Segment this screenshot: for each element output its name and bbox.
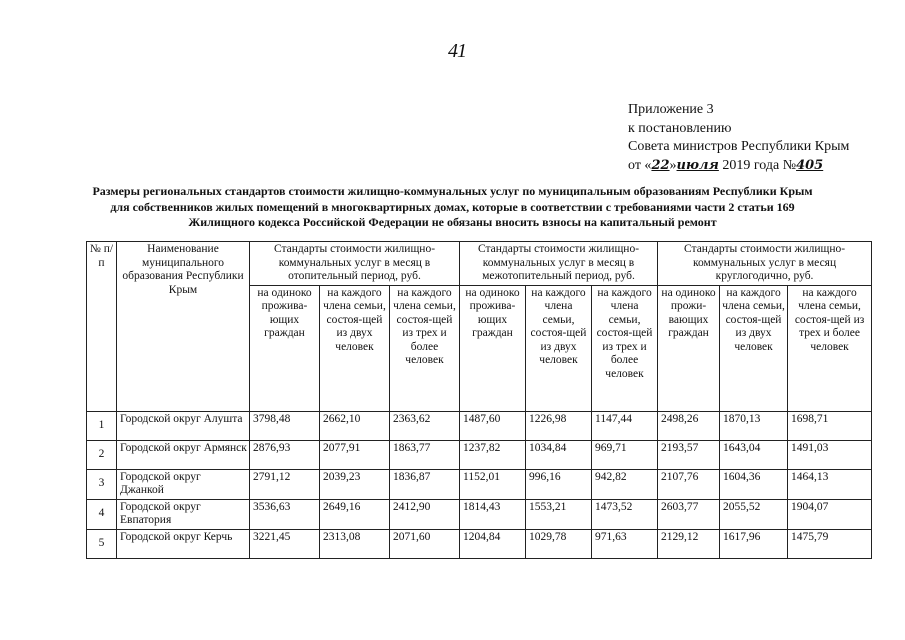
- value-cell: 1836,87: [390, 469, 460, 499]
- table-body: [87, 411, 872, 558]
- subheader-cell: на каждого члена семьи, состоя-щей из трех и более человек: [592, 285, 658, 411]
- municipality-name: Городской округ Алушта: [117, 411, 250, 440]
- value-cell: 969,71: [592, 440, 658, 469]
- table-row: [87, 499, 872, 529]
- value-cell: 1863,77: [390, 440, 460, 469]
- value-cell: 3798,48: [250, 411, 320, 440]
- handwritten-number: 405: [796, 157, 824, 173]
- annex-line-council: Совета министров Республики Крым: [628, 139, 850, 154]
- value-cell: 1147,44: [592, 411, 658, 440]
- value-cell: 3221,45: [250, 529, 320, 558]
- value-cell: 1643,04: [720, 440, 788, 469]
- standards-table: [86, 241, 872, 559]
- header-group-heating: Стандарты стоимости жилищно-коммунальных услуг в месяц в отопительный период, руб.: [250, 242, 460, 286]
- value-cell: 1029,78: [526, 529, 592, 558]
- header-group-year-round: Стандарты стоимости жилищно-коммунальных услуг в месяц круглогодично, руб.: [658, 242, 872, 286]
- annex-date-line: [628, 157, 898, 176]
- municipality-name: Городской округ Евпатория: [117, 499, 250, 529]
- value-cell: 2412,90: [390, 499, 460, 529]
- subheader-cell: на каждого члена семьи, состоя-щей из двух человек: [526, 285, 592, 411]
- table-row: [87, 411, 872, 440]
- value-cell: 996,16: [526, 469, 592, 499]
- value-cell: 2649,16: [320, 499, 390, 529]
- value-cell: 1487,60: [460, 411, 526, 440]
- value-cell: 2039,23: [320, 469, 390, 499]
- value-cell: 1475,79: [788, 529, 872, 558]
- row-number: 4: [87, 499, 117, 529]
- municipality-name: Городской округ Армянск: [117, 440, 250, 469]
- value-cell: 2071,60: [390, 529, 460, 558]
- value-cell: 1226,98: [526, 411, 592, 440]
- table-row: [87, 469, 872, 499]
- value-cell: 1904,07: [788, 499, 872, 529]
- date-prefix: от «: [628, 157, 652, 173]
- handwritten-day: 22: [651, 157, 670, 173]
- value-cell: 1604,36: [720, 469, 788, 499]
- subheader-cell: на одиноко прожива-ющих граждан: [460, 285, 526, 411]
- value-cell: 2791,12: [250, 469, 320, 499]
- row-number: 2: [87, 440, 117, 469]
- value-cell: 2662,10: [320, 411, 390, 440]
- document-title: [30, 184, 875, 231]
- row-number: 1: [87, 411, 117, 440]
- value-cell: 2193,57: [658, 440, 720, 469]
- row-number: 3: [87, 469, 117, 499]
- value-cell: 1617,96: [720, 529, 788, 558]
- row-number: 5: [87, 529, 117, 558]
- value-cell: 1152,01: [460, 469, 526, 499]
- header-municipality: Наименование муниципального образования Республики Крым: [117, 242, 250, 412]
- value-cell: 971,63: [592, 529, 658, 558]
- value-cell: 1204,84: [460, 529, 526, 558]
- annex-title: Приложение 3: [628, 102, 714, 117]
- subheader-cell: на каждого члена семьи, состоя-щей из трех и более человек: [788, 285, 872, 411]
- table-row: [87, 529, 872, 558]
- title-line-1: Размеры региональных стандартов стоимости жилищно-коммунальных услуг по муниципальным образованиям Республики Крым: [92, 184, 813, 198]
- subheader-cell: на каждого члена семьи, состоя-щей из двух человек: [720, 285, 788, 411]
- value-cell: 1473,52: [592, 499, 658, 529]
- handwritten-month: июля: [676, 157, 719, 173]
- value-cell: 1870,13: [720, 411, 788, 440]
- value-cell: 2363,62: [390, 411, 460, 440]
- year-text: 2019 года №: [722, 157, 797, 173]
- value-cell: 1491,03: [788, 440, 872, 469]
- value-cell: 1237,82: [460, 440, 526, 469]
- title-line-3: Жилищного кодекса Российской Федерации не обязаны вносить взносы на капитальный ремонт: [188, 215, 717, 229]
- annex-line-resolution: к постановлению: [628, 120, 732, 136]
- header-group-non-heating: Стандарты стоимости жилищно-коммунальных услуг в месяц в межотопительный период, руб.: [460, 242, 658, 286]
- subheader-cell: на одиноко прожи-вающих граждан: [658, 285, 720, 411]
- value-cell: 942,82: [592, 469, 658, 499]
- value-cell: 2055,52: [720, 499, 788, 529]
- value-cell: 1034,84: [526, 440, 592, 469]
- value-cell: 1814,43: [460, 499, 526, 529]
- value-cell: 1698,71: [788, 411, 872, 440]
- value-cell: 2498,26: [658, 411, 720, 440]
- value-cell: 2129,12: [658, 529, 720, 558]
- date-mid: »: [669, 157, 677, 173]
- municipality-name: Городской округ Керчь: [117, 529, 250, 558]
- value-cell: 2603,77: [658, 499, 720, 529]
- value-cell: 2876,93: [250, 440, 320, 469]
- municipality-name: Городской округ Джанкой: [117, 469, 250, 499]
- value-cell: 2313,08: [320, 529, 390, 558]
- annex-block: [628, 101, 898, 175]
- value-cell: 3536,63: [250, 499, 320, 529]
- page-number: 41: [448, 40, 466, 62]
- value-cell: 1553,21: [526, 499, 592, 529]
- subheader-cell: на каждого члена семьи, состоя-щей из трех и более человек: [390, 285, 460, 411]
- table-row: [87, 440, 872, 469]
- subheader-cell: на каждого члена семьи, состоя-щей из двух человек: [320, 285, 390, 411]
- subheader-cell: на одиноко прожива-ющих граждан: [250, 285, 320, 411]
- value-cell: 2107,76: [658, 469, 720, 499]
- value-cell: 2077,91: [320, 440, 390, 469]
- title-line-2: для собственников жилых помещений в многоквартирных домах, которые в соответствии с требованиями части 2 статьи 169: [110, 199, 795, 214]
- value-cell: 1464,13: [788, 469, 872, 499]
- header-number: № п/п: [87, 242, 117, 412]
